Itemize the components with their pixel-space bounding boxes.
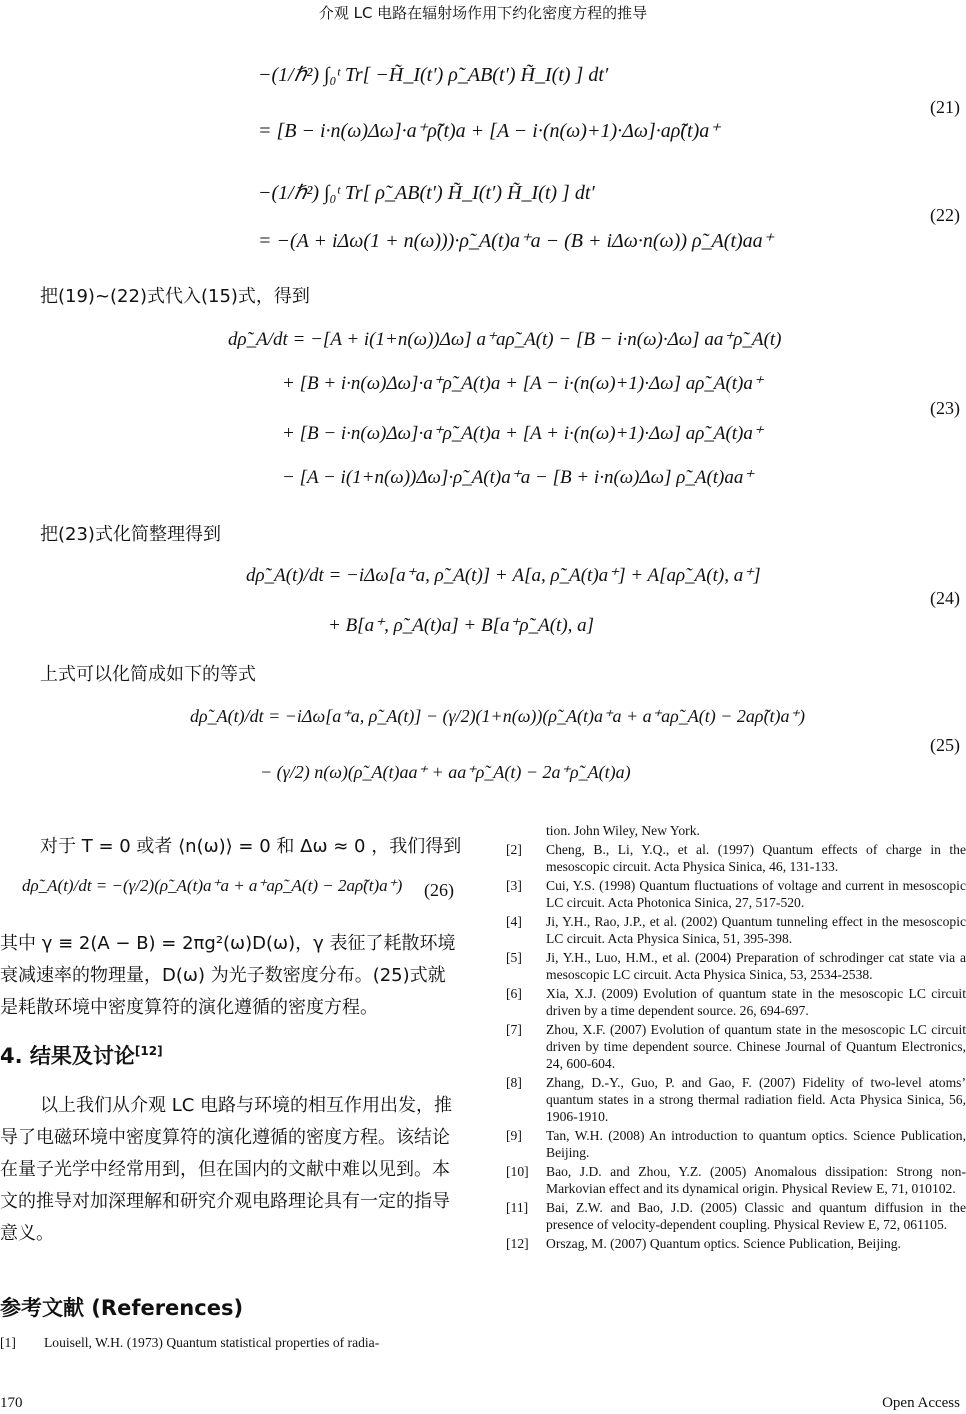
- eq22-number: (22): [930, 205, 960, 225]
- reference-4-text: Ji, Y.H., Rao, J.P., et al. (2002) Quantum tunneling effect in the mesoscopic LC circuit. Acta Physica Sinica, 51, 395-398.: [546, 914, 966, 946]
- reference-4: [506, 913, 966, 947]
- eq25-line1: dρ̃_A(t)/dt = −iΔω[a⁺a, ρ̃_A(t)] − (γ/2)(1+n(ω))(ρ̃_A(t)a⁺a + a⁺aρ̃_A(t) − 2aρ̃(t)a⁺): [190, 706, 806, 726]
- reference-6-number: [6]: [506, 986, 522, 1001]
- reference-10-number: [10]: [506, 1164, 529, 1179]
- reference-7: [506, 1021, 966, 1072]
- paragraph-equivalent: 上式可以化简成如下的等式: [40, 664, 256, 685]
- eq23-line2: + [B + i·n(ω)Δω]·a⁺ρ̃_A(t)a + [A − i·(n(ω)+1)·Δω] aρ̃_A(t)a⁺: [282, 373, 763, 394]
- reference-2-number: [2]: [506, 842, 522, 857]
- eq21-number: (21): [930, 97, 960, 117]
- reference-9-number: [9]: [506, 1128, 522, 1143]
- section-4-heading: [0, 1040, 163, 1070]
- reference-6: [506, 985, 966, 1019]
- reference-8: [506, 1074, 966, 1125]
- eq21-line2: = [B − i·n(ω)Δω]·a⁺ρ̃(t)a + [A − i·(n(ω)+1)·Δω]·aρ̃(t)a⁺: [258, 120, 720, 142]
- reference-1-number: [1]: [0, 1335, 16, 1350]
- page-number: 170: [0, 1395, 23, 1411]
- eq23-line3: + [B − i·n(ω)Δω]·a⁺ρ̃_A(t)a + [A + i·(n(ω)+1)·Δω] aρ̃_A(t)a⁺: [282, 423, 763, 444]
- reference-8-number: [8]: [506, 1075, 522, 1090]
- eq26-line1: dρ̃_A(t)/dt = −(γ/2)(ρ̃_A(t)a⁺a + a⁺aρ̃_A(t) − 2aρ̃(t)a⁺): [22, 876, 403, 895]
- reference-9-text: Tan, W.H. (2008) An introduction to quantum optics. Science Publication, Beijing.: [546, 1128, 966, 1160]
- reference-4-number: [4]: [506, 914, 522, 929]
- reference-9: [506, 1127, 966, 1161]
- reference-1: [0, 1334, 462, 1351]
- reference-5-number: [5]: [506, 950, 522, 965]
- reference-10: [506, 1163, 966, 1197]
- reference-11-text: Bai, Z.W. and Bao, J.D. (2005) Classic and quantum diffusion in the presence of velocity-dependent coupling. Physical Review E, 72, 061105.: [546, 1200, 966, 1232]
- eq24-number: (24): [930, 588, 960, 608]
- reference-5-text: Ji, Y.H., Luo, H.M., et al. (2004) Preparation of schrodinger cat state via a mesoscopic LC circuit. Acta Physica Sinica, 53, 2534-2538.: [546, 950, 966, 982]
- eq24-line2: + B[a⁺, ρ̃_A(t)a] + B[a⁺ρ̃_A(t), a]: [328, 615, 595, 636]
- reference-3-text: Cui, Y.S. (1998) Quantum fluctuations of voltage and current in mesoscopic LC circuit. Acta Photonica Sinica, 27, 517-520.: [546, 878, 966, 910]
- reference-2: [506, 841, 966, 875]
- running-header: 介观 LC 电路在辐射场作用下约化密度方程的推导: [318, 4, 648, 22]
- eq23-line1: dρ̃_A/dt = −[A + i(1+n(ω))Δω] a⁺aρ̃_A(t) − [B − i·n(ω)·Δω] aa⁺ρ̃_A(t): [228, 329, 782, 350]
- reference-10-text: Bao, J.D. and Zhou, Y.Z. (2005) Anomalous dissipation: Strong non-Markovian effect and its dynamical origin. Physical Review E, 71, 010102.: [546, 1164, 966, 1196]
- section-4-citation: [12]: [134, 1044, 163, 1058]
- paragraph-simplify: 把(23)式化简整理得到: [40, 524, 221, 545]
- reference-1-continuation: tion. John Wiley, New York.: [546, 823, 700, 838]
- paragraph-conditions: 对于 T = 0 或者 ⟨n(ω)⟩ = 0 和 Δω ≈ 0 ，我们得到: [40, 836, 462, 857]
- reference-6-text: Xia, X.J. (2009) Evolution of quantum state in the mesoscopic LC circuit driven by a time dependent source. 26, 694-697.: [546, 986, 966, 1018]
- paragraph-discussion: 以上我们从介观 LC 电路与环境的相互作用出发，推导了电磁环境中密度算符的演化遵循的密度方程。该结论在量子光学中经常用到，但在国内的文献中难以见到。本文的推导对加深理解和研究介观电路理论具有一定的指导意义。: [0, 1095, 453, 1244]
- reference-8-text: Zhang, D.-Y., Guo, P. and Gao, F. (2007) Fidelity of two-level atoms’ quantum states in a strong thermal radiation field. Acta Physica Sinica, 56, 1906-1910.: [546, 1075, 966, 1124]
- references-heading: 参考文献 (References): [0, 1296, 244, 1320]
- reference-1-text: Louisell, W.H. (1973) Quantum statistical properties of radia-: [44, 1335, 380, 1350]
- eq23-number: (23): [930, 398, 960, 418]
- eq22-line1: −(1/ℏ²) ∫₀ᵗ Tr[ ρ̃_AB(t′) H̃_I(t′) H̃_I(t) ] dt′: [258, 182, 595, 204]
- eq25-line2: − (γ/2) n(ω)(ρ̃_A(t)aa⁺ + aa⁺ρ̃_A(t) − 2a⁺ρ̃_A(t)a): [260, 762, 631, 782]
- paragraph-substitute: 把(19)~(22)式代入(15)式，得到: [40, 286, 310, 307]
- section-4-title: 4. 结果及讨论: [0, 1044, 135, 1068]
- reference-2-text: Cheng, B., Li, Y.Q., et al. (1997) Quantum effects of charge in the mesoscopic circuit. Acta Physica Sinica, 46, 131-133.: [546, 842, 966, 874]
- reference-7-text: Zhou, X.F. (2007) Evolution of quantum state in the mesoscopic LC circuit driven by time dependent source. Chinese Journal of Quantum Electronics, 24, 600-604.: [546, 1022, 966, 1071]
- reference-12: [506, 1235, 966, 1252]
- eq25-number: (25): [930, 735, 960, 755]
- reference-7-number: [7]: [506, 1022, 522, 1037]
- reference-11: [506, 1199, 966, 1233]
- eq21-line1: −(1/ℏ²) ∫₀ᵗ Tr[ −H̃_I(t′) ρ̃_AB(t′) H̃_I(t) ] dt′: [258, 64, 609, 86]
- eq23-line4: − [A − i(1+n(ω))Δω]·ρ̃_A(t)a⁺a − [B + i·n(ω)Δω] ρ̃_A(t)aa⁺: [282, 467, 754, 488]
- reference-11-number: [11]: [506, 1200, 529, 1215]
- references-list: [506, 822, 966, 1254]
- reference-12-number: [12]: [506, 1236, 529, 1251]
- reference-12-text: Orszag, M. (2007) Quantum optics. Science Publication, Beijing.: [546, 1236, 901, 1251]
- eq26-number: (26): [424, 880, 454, 900]
- paragraph-gamma-definition: 其中 γ ≡ 2(A − B) = 2πg²(ω)D(ω)，γ 表征了耗散环境衰减速率的物理量，D(ω) 为光子数密度分布。(25)式就是耗散环境中密度算符的演化遵循的密度方程。: [0, 933, 456, 1018]
- open-access-label: Open Access: [882, 1395, 960, 1411]
- reference-3: [506, 877, 966, 911]
- eq22-line2: = −(A + iΔω(1 + n(ω)))·ρ̃_A(t)a⁺a − (B + iΔω·n(ω)) ρ̃_A(t)aa⁺: [258, 230, 774, 252]
- reference-5: [506, 949, 966, 983]
- eq24-line1: dρ̃_A(t)/dt = −iΔω[a⁺a, ρ̃_A(t)] + A[a, ρ̃_A(t)a⁺] + A[aρ̃_A(t), a⁺]: [246, 565, 761, 586]
- reference-3-number: [3]: [506, 878, 522, 893]
